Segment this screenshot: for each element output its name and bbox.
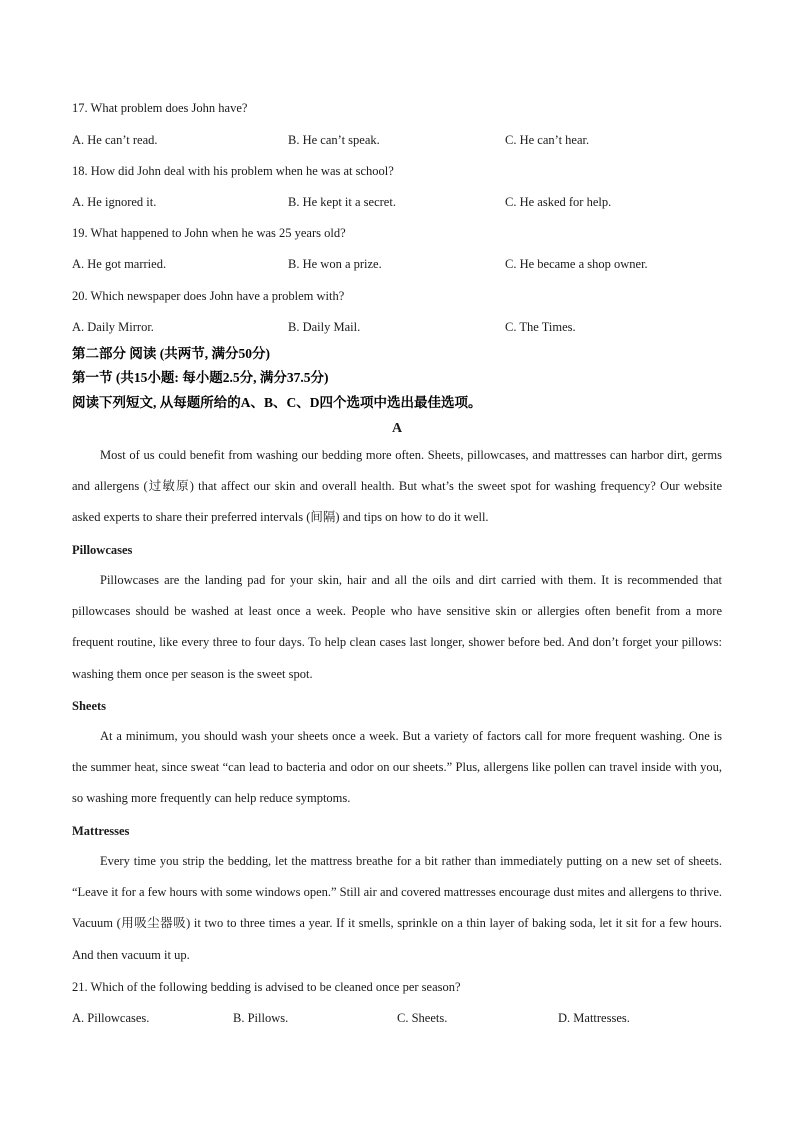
option-a: A. He can’t read. [72, 133, 158, 147]
section-text-mattresses: Every time you strip the bedding, let the mattress breathe for a bit rather than immediately putting on a new set of sheets. “Leave it for a few hours with some windows open.” Still air and covered mattresses encourage dust mites and allergens to thrive. Vacuum (用吸尘器吸) it two to three times a year. If it smells, sprinkle on a thin layer of baking soda, let it sit for a few hours. And then vacuum it up. [72, 854, 722, 962]
section-heading-sheets: Sheets [72, 699, 107, 713]
option-a: A. He ignored it. [72, 195, 157, 209]
section-text-sheets: At a minimum, you should wash your sheets once a week. But a variety of factors call for more frequent washing. One is the summer heat, since sweat “can lead to bacteria and odor on our sheets.” Plus, allergens like pollen can travel inside with you, so washing more frequently can help reduce symptoms. [72, 729, 722, 806]
question-stem: 19. What happened to John when he was 25 years old? [72, 226, 346, 240]
section-text-pillowcases: Pillowcases are the landing pad for your skin, hair and all the oils and dirt carried with them. It is recommended that pillowcases should be washed at least once a week. People who have sensitive skin or allergies often benefit from a more frequent routine, like every three to four days. To help clean cases last longer, shower before bed. And don’t forget your pillows: washing them once per season is the sweet spot. [72, 573, 722, 681]
option-a: A. Pillowcases. [72, 1011, 150, 1025]
option-c: C. He asked for help. [505, 195, 612, 209]
question-stem: 17. What problem does John have? [72, 101, 248, 115]
question-stem: 20. Which newspaper does John have a problem with? [72, 289, 345, 303]
option-a: A. Daily Mirror. [72, 320, 154, 334]
subsection-title: 第一节 (共15小题: 每小题2.5分, 满分37.5分) [72, 370, 329, 385]
option-c: C. He can’t hear. [505, 133, 590, 147]
section-heading-mattresses: Mattresses [72, 824, 130, 838]
option-b: B. Daily Mail. [288, 320, 361, 334]
option-a: A. He got married. [72, 257, 167, 271]
option-b: B. He kept it a secret. [288, 195, 396, 209]
option-d: D. Mattresses. [558, 1011, 630, 1025]
section-heading-pillowcases: Pillowcases [72, 543, 133, 557]
option-b: B. He can’t speak. [288, 133, 380, 147]
passage-intro: Most of us could benefit from washing our bedding more often. Sheets, pillowcases, and mattresses can harbor dirt, germs and allergens (过敏原) that affect our skin and overall health. But what’s the sweet spot for washing frequency? Our website asked experts to share their preferred intervals (间隔) and tips on how to do it well. [72, 448, 722, 525]
option-c: C. He became a shop owner. [505, 257, 648, 271]
option-b: B. Pillows. [233, 1011, 289, 1025]
passage-letter: A [391, 421, 403, 436]
question-stem: 18. How did John deal with his problem when he was at school? [72, 164, 394, 178]
part-title: 第二部分 阅读 (共两节, 满分50分) [72, 346, 270, 361]
option-c: C. The Times. [505, 320, 576, 334]
option-c: C. Sheets. [397, 1011, 448, 1025]
question-stem: 21. Which of the following bedding is advised to be cleaned once per season? [72, 980, 461, 994]
option-b: B. He won a prize. [288, 257, 382, 271]
instruction: 阅读下列短文, 从每题所给的A、B、C、D四个选项中选出最佳选项。 [72, 395, 482, 410]
